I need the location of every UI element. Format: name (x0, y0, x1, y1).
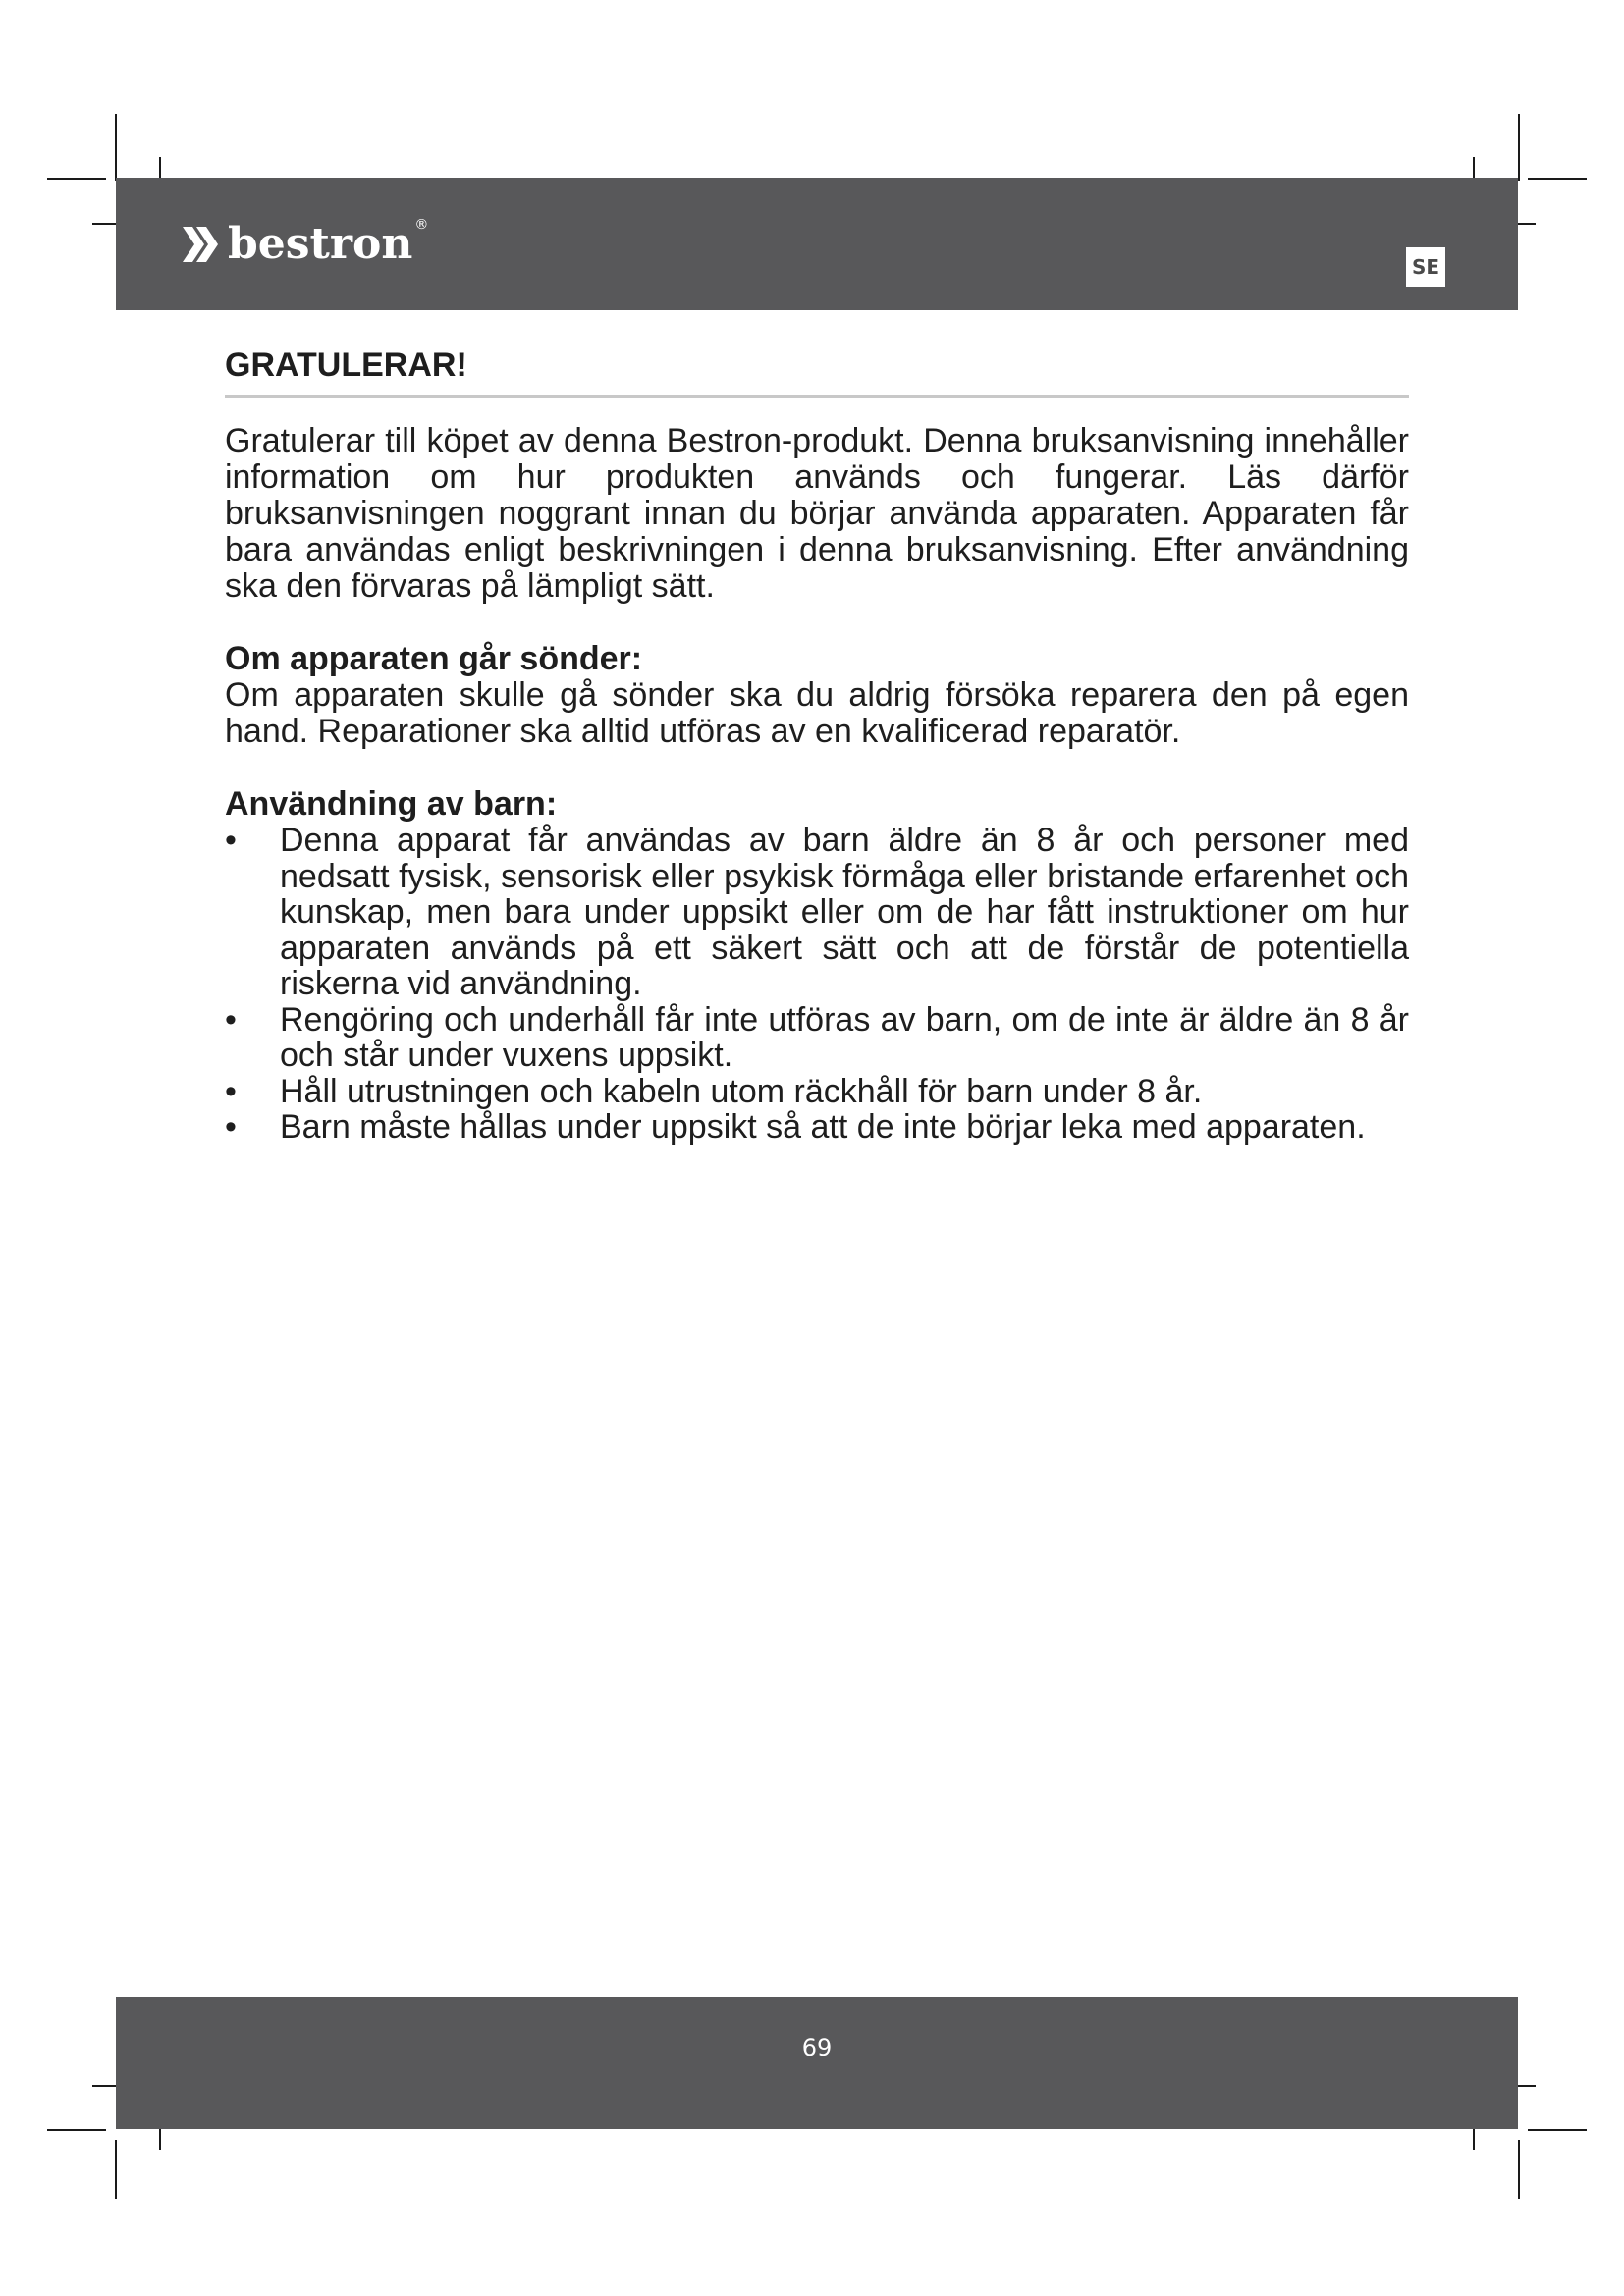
bullet-list (225, 823, 1409, 1146)
section-children (225, 786, 1409, 1146)
registered-mark: ® (414, 217, 429, 233)
list-item-text: Håll utrustningen och kabeln utom räckhåll för barn under 8 år. (280, 1072, 1203, 1110)
brand-name: bestron (228, 219, 413, 269)
list-item-text: Barn måste hållas under uppsikt så att de inte börjar leka med apparaten. (280, 1108, 1366, 1146)
bullet-icon: • (225, 1000, 237, 1039)
language-badge: SE (1406, 247, 1445, 287)
list-item (225, 823, 1409, 1002)
crop-mark (1518, 114, 1520, 181)
bullet-icon: • (225, 1072, 237, 1110)
page-title: GRATULERAR! (225, 347, 467, 384)
list-item-text: Denna apparat får användas av barn äldre än 8 år och personer med nedsatt fysisk, sensorisk eller psykisk förmåga eller bristande erfarenhet och kunskap, men bara under uppsikt eller om de har fått instruktioner om hur apparaten används på ett säkert sätt och att de förstår de potentiella riskerna vid användning. (280, 822, 1409, 1002)
section-heading: Om apparaten går sönder: (225, 640, 643, 677)
list-item-text: Rengöring och underhåll får inte utföras av barn, om de inte är äldre än 8 år och står under vuxens uppsikt. (280, 1000, 1409, 1074)
page-header (116, 178, 1518, 310)
bullet-icon: • (225, 822, 237, 859)
list-item (225, 1002, 1409, 1074)
page-footer (116, 1997, 1518, 2129)
crop-mark (115, 2140, 117, 2199)
list-item (225, 1074, 1409, 1110)
intro-paragraph: Gratulerar till köpet av denna Bestron-produkt. Denna bruksanvisning innehåller information om hur produkten används och fungerar. Läs därför bruksanvisningen noggrant innan du börjar använda apparaten. Apparaten får bara användas enligt beskrivningen i denna bruksanvisning. Efter användning ska den förvaras på lämpligt sätt. (225, 422, 1409, 605)
chevron-arrows-icon (179, 223, 222, 266)
crop-mark (47, 178, 106, 180)
crop-mark (1528, 178, 1587, 180)
section-heading: Användning av barn: (225, 785, 558, 823)
list-item (225, 1109, 1409, 1146)
document-body (225, 346, 1409, 1146)
bullet-icon: • (225, 1108, 237, 1146)
title-divider (225, 395, 1409, 398)
section-repair (225, 641, 1409, 750)
page-number: 69 (801, 2034, 833, 2061)
brand-logo (179, 217, 428, 272)
crop-mark (1518, 2140, 1520, 2199)
section-text: Om apparaten skulle gå sönder ska du aldrig försöka reparera den på egen hand. Reparationer ska alltid utföras av en kvalificerad reparatör. (225, 676, 1409, 750)
crop-mark (1528, 2129, 1587, 2131)
crop-mark (115, 114, 117, 181)
crop-mark (47, 2129, 106, 2131)
